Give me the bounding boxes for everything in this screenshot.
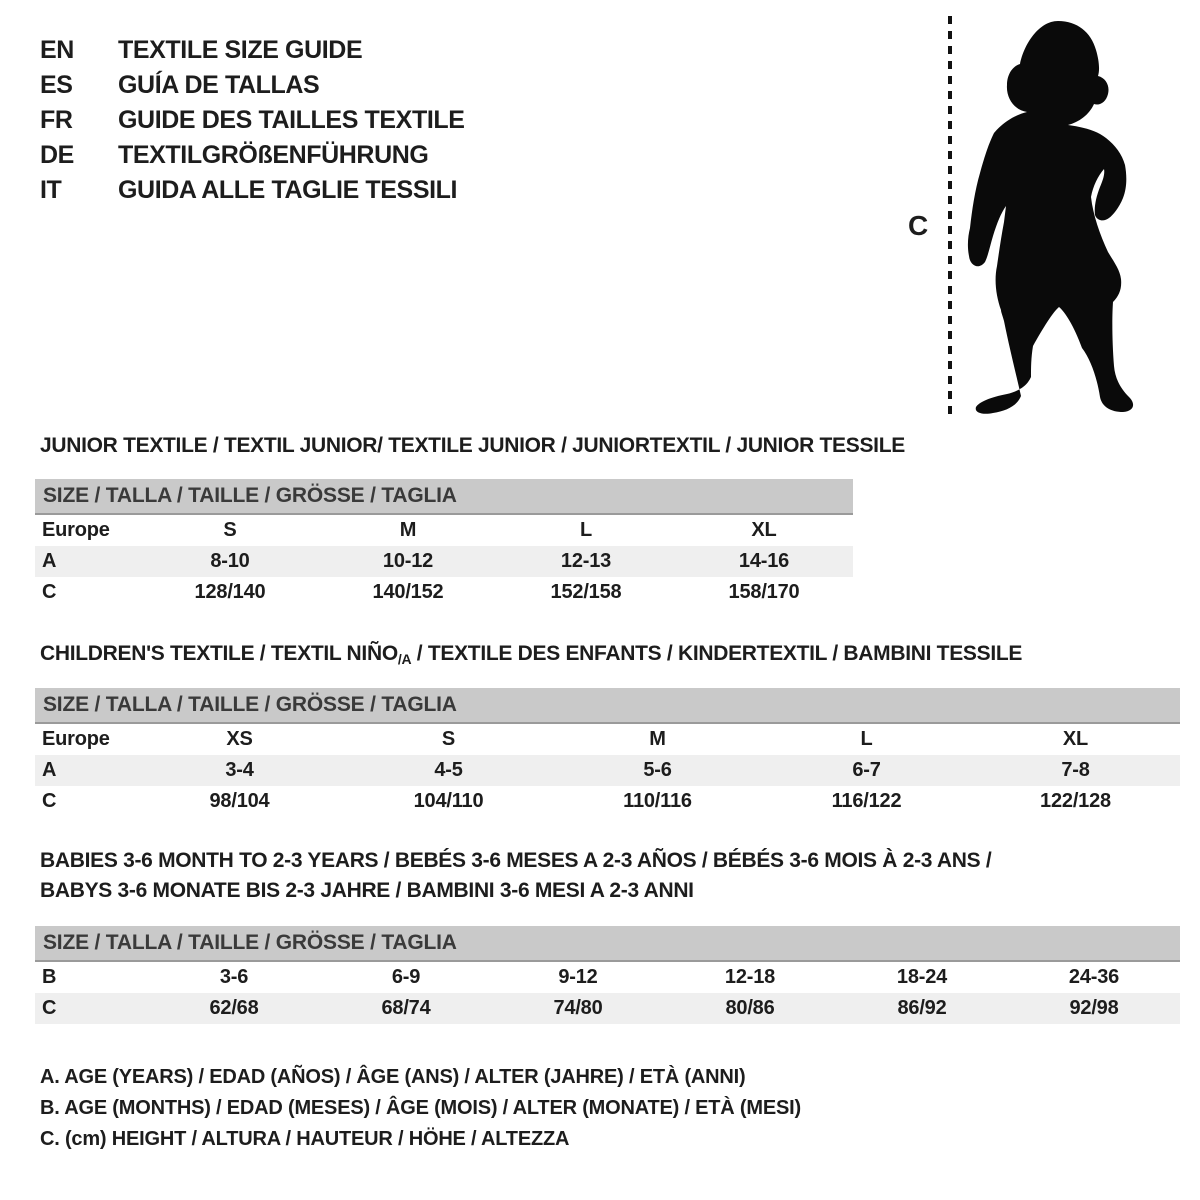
table-cell: 3-6 [219,966,249,988]
language-code: FR [40,106,73,134]
row-label: Europe [42,728,110,750]
size-header-row [35,688,1180,723]
table-cell: S [223,519,237,541]
table-cell: 12-13 [497,546,675,577]
table-cell: 98/104 [209,790,270,812]
table-cell: 8-10 [141,546,319,577]
language-title: TEXTILE SIZE GUIDE [118,36,363,64]
children-heading-text: CHILDREN'S TEXTILE / TEXTIL NIÑO [40,642,398,665]
table-row [35,993,1180,1024]
language-row-es [40,68,465,103]
table-cell: 12-18 [724,966,776,988]
table-row [35,514,853,546]
language-title: GUÍA DE TALLAS [118,71,320,99]
row-label: C [42,581,57,603]
table-row [35,546,853,577]
table-cell: 80/86 [664,993,836,1024]
size-header-label: SIZE / TALLA / TAILLE / GRÖSSE / TAGLIA [35,688,1180,723]
size-header-row [35,926,1180,961]
language-row-it [40,173,465,208]
table-cell: 110/116 [623,790,692,812]
row-label: C [42,790,57,812]
table-cell: L [579,519,593,541]
table-cell: 68/74 [320,993,492,1024]
size-header-label: SIZE / TALLA / TAILLE / GRÖSSE / TAGLIA [35,926,1180,961]
table-cell: 6-9 [391,966,421,988]
legend-line-b: B. AGE (MONTHS) / EDAD (MESES) / ÂGE (MOIS) / ALTER (MONATE) / ETÀ (MESI) [40,1097,801,1119]
table-cell: 24-36 [1068,966,1120,988]
dashed-measure-line-icon [946,16,954,416]
language-title: GUIDE DES TAILLES TEXTILE [118,106,465,134]
table-cell: 18-24 [896,966,948,988]
table-cell: 104/110 [413,790,484,812]
table-row [35,961,1180,993]
language-code: ES [40,71,73,99]
row-label: A [35,546,141,577]
table-cell: 3-4 [135,755,344,786]
babies-section-heading [40,846,991,906]
table-row [35,723,1180,755]
size-header-row [35,479,853,514]
junior-section-heading: JUNIOR TEXTILE / TEXTIL JUNIOR/ TEXTILE JUNIOR / JUNIORTEXTIL / JUNIOR TESSILE [40,434,905,457]
toddler-silhouette-icon [958,16,1144,416]
table-cell: M [649,728,666,750]
table-cell: 158/170 [728,581,800,603]
table-row [35,786,1180,817]
table-cell: 5-6 [553,755,762,786]
table-cell: 62/68 [148,993,320,1024]
table-cell: 140/152 [372,581,444,603]
language-row-de [40,138,465,173]
children-heading-text: / TEXTILE DES ENFANTS / KINDERTEXTIL / BAMBINI TESSILE [411,642,1023,665]
language-code: EN [40,36,74,64]
table-cell: M [399,519,417,541]
language-title-list [40,33,465,208]
babies-heading-line1: BABIES 3-6 MONTH TO 2-3 YEARS / BEBÉS 3-6 MESES A 2-3 AÑOS / BÉBÉS 3-6 MOIS À 2-3 ANS / [40,849,992,872]
table-cell: 10-12 [319,546,497,577]
table-row [35,755,1180,786]
table-cell: 152/158 [550,581,622,603]
table-cell: S [441,728,456,750]
language-code: DE [40,141,74,169]
children-section-heading [40,642,1022,667]
children-size-table [35,688,1180,817]
table-cell: 122/128 [1040,790,1111,812]
table-cell: XL [1062,728,1089,750]
table-cell: XL [751,519,777,541]
table-cell: L [860,728,873,750]
children-heading-subscript: /A [397,651,412,667]
babies-heading-line2: BABYS 3-6 MONATE BIS 2-3 JAHRE / BAMBINI 3-6 MESI A 2-3 ANNI [40,879,694,902]
table-cell: 7-8 [971,755,1180,786]
language-title: TEXTILGRÖßENFÜHRUNG [118,141,429,169]
measure-legend [40,1062,801,1155]
row-label: A [35,755,135,786]
language-row-en [40,33,465,68]
row-label: B [42,966,57,988]
babies-size-table [35,926,1180,1024]
table-cell: 92/98 [1008,993,1180,1024]
language-title: GUIDA ALLE TAGLIE TESSILI [118,176,458,204]
junior-size-table [35,479,853,608]
table-cell: 14-16 [675,546,853,577]
row-label: C [35,993,148,1024]
table-cell: 6-7 [762,755,971,786]
table-cell: 4-5 [344,755,553,786]
language-code: IT [40,176,62,204]
legend-line-c: C. (cm) HEIGHT / ALTURA / HAUTEUR / HÖHE / ALTEZZA [40,1128,570,1150]
table-cell: 116/122 [831,790,902,812]
size-header-label: SIZE / TALLA / TAILLE / GRÖSSE / TAGLIA [35,479,853,514]
row-label: Europe [42,519,110,541]
table-cell: XS [226,728,253,750]
legend-line-a: A. AGE (YEARS) / EDAD (AÑOS) / ÂGE (ANS) / ALTER (JAHRE) / ETÀ (ANNI) [40,1066,746,1088]
table-cell: 9-12 [558,966,598,988]
table-cell: 128/140 [194,581,266,603]
table-cell: 74/80 [492,993,664,1024]
language-row-fr [40,103,465,138]
height-measure-label: C [908,210,929,241]
table-cell: 86/92 [836,993,1008,1024]
table-row [35,577,853,608]
